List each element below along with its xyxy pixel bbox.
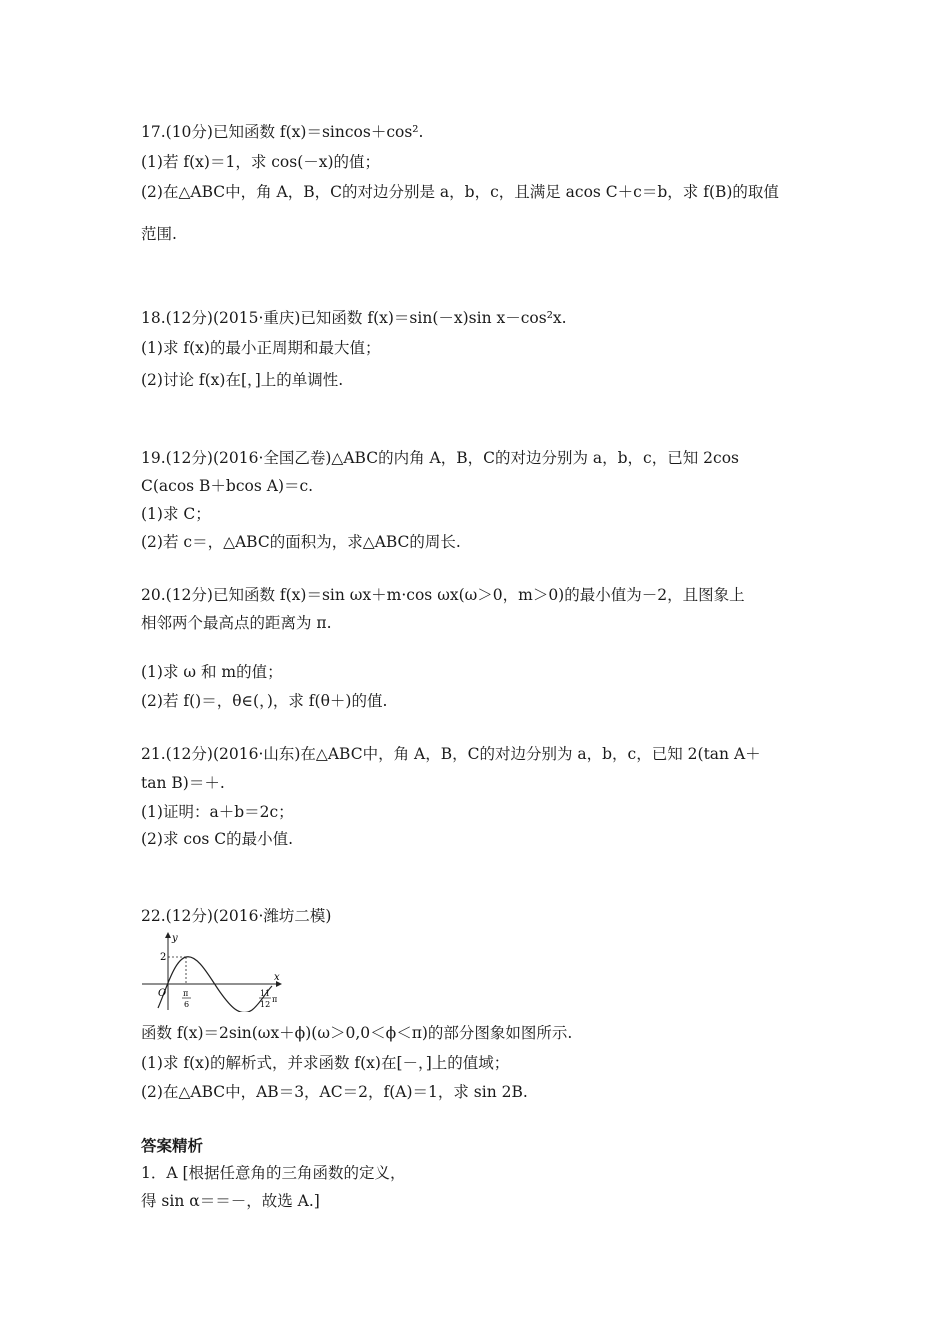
q18-stem: 18.(12分)(2015·重庆)已知函数 f(x)＝sin(－x)sin x－cos²x. xyxy=(141,309,567,327)
q17-stem: 17.(10分)已知函数 f(x)＝sincos＋cos². xyxy=(141,123,424,141)
tick1-denominator: 6 xyxy=(184,1000,190,1009)
tick1-numerator: π xyxy=(183,989,189,998)
sine-graph-figure xyxy=(140,930,286,1012)
peak-value-label: 2 xyxy=(160,952,167,963)
q22-part1: (1)求 f(x)的解析式，并求函数 f(x)在[－，]上的值域； xyxy=(141,1054,510,1072)
q22-text: 函数 f(x)＝2sin(ωx＋ϕ)(ω＞0,0＜ϕ＜π)的部分图象如图所示. xyxy=(141,1024,573,1042)
q17-part2-continued: 范围. xyxy=(141,225,177,243)
q20-stem-continued: 相邻两个最高点的距离为 π. xyxy=(141,614,332,632)
q22-stem: 22.(12分)(2016·潍坊二模) xyxy=(141,907,332,925)
q17-part1: (1)若 f(x)＝1，求 cos(－x)的值； xyxy=(141,153,381,171)
q21-part1: (1)证明：a＋b＝2c； xyxy=(141,803,294,821)
tick2-pi: π xyxy=(272,995,278,1004)
tick2-numerator: 11 xyxy=(260,989,271,998)
origin-label: O xyxy=(158,988,167,999)
q20-part1: (1)求 ω 和 m的值； xyxy=(141,663,283,681)
answer1-line1: 1．A [根据任意角的三角函数的定义， xyxy=(141,1164,406,1182)
q19-stem: 19.(12分)(2016·全国乙卷)△ABC的内角 A，B，C的对边分别为 a，b，c，已知 2cos xyxy=(141,449,739,467)
answer1-line2: 得 sin α＝＝－，故选 A.] xyxy=(141,1192,320,1210)
q19-stem-continued: C(acos B＋bcos A)＝c. xyxy=(141,477,314,495)
q20-stem: 20.(12分)已知函数 f(x)＝sin ωx＋m·cos ωx(ω＞0，m＞0)的最小值为－2，且图象上 xyxy=(141,586,745,604)
x-axis-label: x xyxy=(274,972,280,983)
q18-part2: (2)讨论 f(x)在[，]上的单调性. xyxy=(141,371,344,389)
q18-part1: (1)求 f(x)的最小正周期和最大值； xyxy=(141,339,381,357)
q21-stem-continued: tan B)＝＋. xyxy=(141,774,225,792)
q20-part2: (2)若 f()＝，θ∈(，)，求 f(θ＋)的值. xyxy=(141,692,388,710)
y-axis-arrow xyxy=(165,932,171,938)
q21-stem: 21.(12分)(2016·山东)在△ABC中，角 A，B，C的对边分别为 a，b，c，已知 2(tan A＋ xyxy=(141,745,761,763)
q21-part2: (2)求 cos C的最小值. xyxy=(141,830,294,848)
answers-heading: 答案精析 xyxy=(141,1137,204,1155)
tick2-denominator: 12 xyxy=(260,1000,271,1009)
y-axis-label: y xyxy=(172,933,178,944)
q17-part2: (2)在△ABC中，角 A，B，C的对边分别是 a，b，c，且满足 acos C＋c＝b，求 f(B)的取值 xyxy=(141,183,779,201)
q19-part2: (2)若 c＝，△ABC的面积为，求△ABC的周长. xyxy=(141,533,461,551)
q22-part2: (2)在△ABC中，AB＝3，AC＝2，f(A)＝1，求 sin 2B. xyxy=(141,1083,528,1101)
q19-part1: (1)求 C； xyxy=(141,505,211,523)
